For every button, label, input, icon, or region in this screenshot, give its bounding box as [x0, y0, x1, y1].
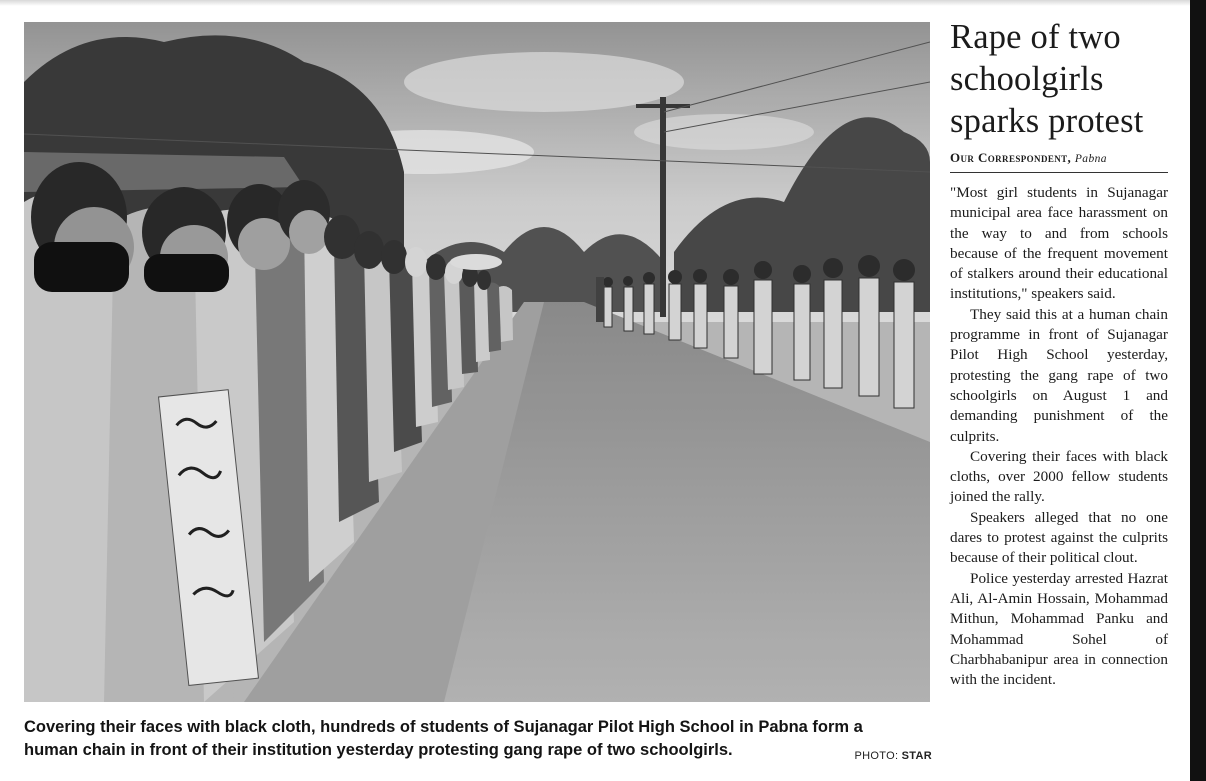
photo-caption: Covering their faces with black cloth, hundreds of students of Sujanagar Pilot High School in Pabna form a human chain in front of their institution yesterday protesting gang rape of two schoolgirls. — [24, 718, 863, 759]
headline: Rape of two schoolgirls sparks protest — [950, 18, 1144, 140]
article-paragraph: Police yesterday arrested Hazrat Ali, Al-Amin Hossain, Mohammad Mithun, Mohammad Panku and Mohammad Sohel of Charbhabanipur area in connection with the incident. — [950, 569, 1168, 689]
article-paragraph: They said this at a human chain programme in front of Sujanagar Pilot High School yesterday, protesting the gang rape of two schoolgirls on August 1 and demanding punishment of the culprits. — [950, 305, 1168, 445]
photo-credit-label: PHOTO: — [854, 750, 899, 762]
article-body — [950, 183, 1168, 690]
page-edge-bar — [1190, 0, 1206, 781]
news-photo — [24, 22, 930, 702]
article — [950, 16, 1168, 690]
article-paragraph: Covering their faces with black cloths, over 2000 fellow students joined the rally. — [950, 447, 1168, 506]
byline-author: Our Correspondent, — [950, 150, 1072, 165]
photo-credit — [840, 750, 932, 762]
byline — [950, 150, 1168, 173]
photo-credit-source: STAR — [901, 750, 932, 762]
byline-location: Pabna — [1074, 153, 1107, 165]
page-top-strip — [0, 0, 1206, 6]
article-paragraph: "Most girl students in Sujanagar municipal area face harassment on the way to and from schools because of the frequent movement of stalkers around their educational institutions," speakers said. — [950, 184, 1168, 303]
article-paragraph: Speakers alleged that no one dares to protest against the culprits because of their political clout. — [950, 508, 1168, 567]
